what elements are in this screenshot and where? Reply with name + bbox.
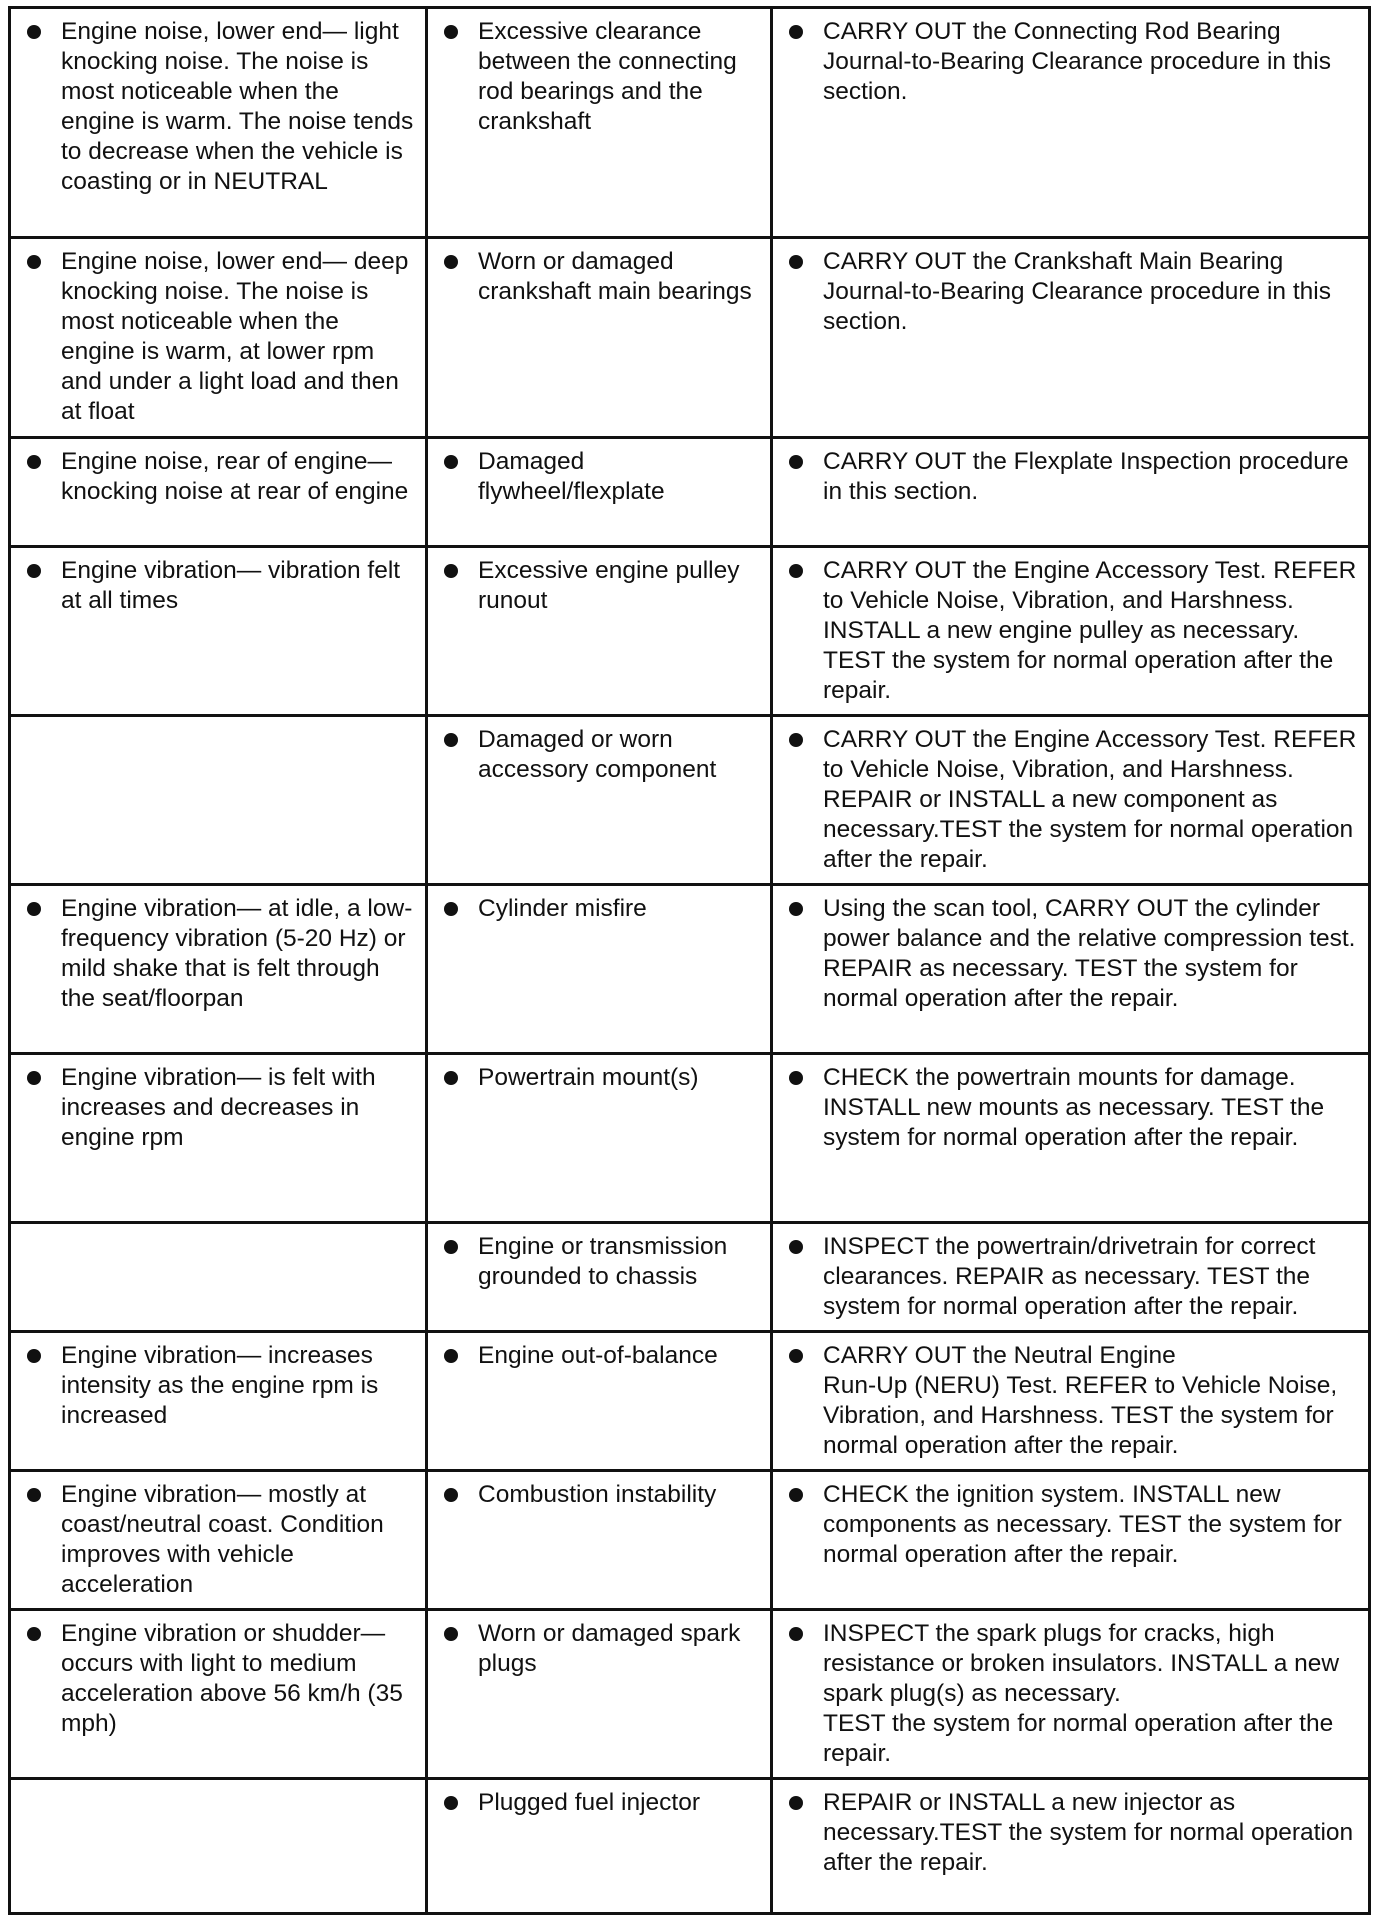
bullet-icon xyxy=(789,25,803,39)
source-text: Engine out-of-balance xyxy=(478,1342,718,1369)
diagnostic-page xyxy=(8,6,1368,1902)
action-text: CARRY OUT the Neutral Engine Run-Up (NERU) Test. REFER to Vehicle Noise, Vibration, and Harshness. TEST the system for normal operation after the repair. xyxy=(823,1342,1338,1459)
source-item xyxy=(442,1619,760,1679)
condition-cell-empty xyxy=(10,1223,427,1332)
table-row xyxy=(10,547,1370,716)
action-item xyxy=(787,247,1358,337)
source-cell xyxy=(427,1471,772,1610)
condition-text: Engine noise, lower end— deep knocking noise. The noise is most noticeable when the engine is warm, at lower rpm and under a light load and then at float xyxy=(61,248,409,425)
action-cell xyxy=(772,238,1370,438)
source-text: Damaged flywheel/flexplate xyxy=(478,448,665,505)
source-item xyxy=(442,556,760,616)
condition-text: Engine noise, lower end— light knocking noise. The noise is most noticeable when the engine is warm. The noise tends to decrease when the vehicle is coasting or in NEUTRAL xyxy=(61,18,414,195)
bullet-icon xyxy=(27,902,41,916)
source-cell xyxy=(427,1223,772,1332)
action-text: CARRY OUT the Engine Accessory Test. REFER to Vehicle Noise, Vibration, and Harshness. INSTALL a new engine pulley as necessary. TEST the system for normal operation after the repair. xyxy=(823,557,1357,704)
bullet-icon xyxy=(789,255,803,269)
table-row xyxy=(10,8,1370,238)
bullet-icon xyxy=(27,455,41,469)
source-item xyxy=(442,1480,760,1510)
bullet-icon xyxy=(27,1488,41,1502)
bullet-icon xyxy=(444,1488,458,1502)
condition-item xyxy=(25,556,415,616)
source-item xyxy=(442,725,760,785)
source-item xyxy=(442,1232,760,1292)
symptom-chart-table xyxy=(8,6,1371,1915)
source-item xyxy=(442,1341,760,1371)
table-row xyxy=(10,1779,1370,1914)
bullet-icon xyxy=(789,1488,803,1502)
bullet-icon xyxy=(27,1627,41,1641)
condition-item xyxy=(25,1619,415,1739)
source-cell xyxy=(427,238,772,438)
source-item xyxy=(442,247,760,307)
bullet-icon xyxy=(789,902,803,916)
condition-cell xyxy=(10,1471,427,1610)
bullet-icon xyxy=(27,255,41,269)
condition-text: Engine vibration— at idle, a low-frequency vibration (5-20 Hz) or mild shake that is felt through the seat/floorpan xyxy=(61,895,413,1012)
table-row xyxy=(10,1223,1370,1332)
condition-item xyxy=(25,447,415,507)
source-cell xyxy=(427,885,772,1054)
action-item xyxy=(787,1232,1358,1322)
action-item xyxy=(787,1788,1358,1878)
action-item xyxy=(787,1341,1358,1461)
table-row xyxy=(10,238,1370,438)
action-cell xyxy=(772,1054,1370,1223)
bullet-icon xyxy=(27,564,41,578)
source-text: Cylinder misfire xyxy=(478,895,647,922)
condition-item xyxy=(25,17,415,197)
action-cell xyxy=(772,885,1370,1054)
action-text: CHECK the powertrain mounts for damage. INSTALL new mounts as necessary. TEST the system for normal operation after the repair. xyxy=(823,1064,1325,1151)
condition-cell xyxy=(10,438,427,547)
source-text: Worn or damaged crankshaft main bearings xyxy=(478,248,752,305)
action-cell xyxy=(772,1332,1370,1471)
action-text: CARRY OUT the Engine Accessory Test. REFER to Vehicle Noise, Vibration, and Harshness. REPAIR or INSTALL a new component as necessary.TEST the system for normal operation after the repair. xyxy=(823,726,1357,873)
action-cell xyxy=(772,1223,1370,1332)
action-cell xyxy=(772,1610,1370,1779)
condition-text: Engine vibration— increases intensity as the engine rpm is increased xyxy=(61,1342,379,1429)
bullet-icon xyxy=(444,1240,458,1254)
source-cell xyxy=(427,8,772,238)
condition-cell xyxy=(10,8,427,238)
action-cell xyxy=(772,438,1370,547)
bullet-icon xyxy=(444,255,458,269)
bullet-icon xyxy=(789,1071,803,1085)
bullet-icon xyxy=(789,1627,803,1641)
source-item xyxy=(442,17,760,137)
table-row xyxy=(10,885,1370,1054)
bullet-icon xyxy=(444,902,458,916)
source-cell xyxy=(427,1779,772,1914)
bullet-icon xyxy=(444,455,458,469)
source-cell xyxy=(427,1332,772,1471)
action-cell xyxy=(772,1779,1370,1914)
condition-item xyxy=(25,1480,415,1600)
bullet-icon xyxy=(789,1240,803,1254)
action-item xyxy=(787,1619,1358,1769)
condition-text: Engine vibration or shudder— occurs with light to medium acceleration above 56 km/h (35 mph) xyxy=(61,1620,403,1737)
condition-cell xyxy=(10,885,427,1054)
source-text: Combustion instability xyxy=(478,1481,717,1508)
source-text: Damaged or worn accessory component xyxy=(478,726,717,783)
condition-text: Engine noise, rear of engine— knocking noise at rear of engine xyxy=(61,448,409,505)
table-row xyxy=(10,1332,1370,1471)
action-text: REPAIR or INSTALL a new injector as necessary.TEST the system for normal operation after the repair. xyxy=(823,1789,1354,1876)
table-row xyxy=(10,1054,1370,1223)
action-text: CARRY OUT the Connecting Rod Bearing Journal-to-Bearing Clearance procedure in this section. xyxy=(823,18,1331,105)
source-text: Plugged fuel injector xyxy=(478,1789,701,1816)
bullet-icon xyxy=(789,1349,803,1363)
condition-cell-empty xyxy=(10,1779,427,1914)
bullet-icon xyxy=(444,25,458,39)
bullet-icon xyxy=(789,733,803,747)
condition-item xyxy=(25,247,415,427)
bullet-icon xyxy=(789,564,803,578)
source-cell xyxy=(427,1610,772,1779)
condition-text: Engine vibration— vibration felt at all times xyxy=(61,557,401,614)
condition-text: Engine vibration— is felt with increases and decreases in engine rpm xyxy=(61,1064,376,1151)
condition-cell xyxy=(10,1610,427,1779)
table-row xyxy=(10,1471,1370,1610)
source-text: Excessive clearance between the connecting rod bearings and the crankshaft xyxy=(478,18,737,135)
bullet-icon xyxy=(27,1349,41,1363)
source-cell xyxy=(427,547,772,716)
bullet-icon xyxy=(789,455,803,469)
bullet-icon xyxy=(444,1349,458,1363)
table-row xyxy=(10,438,1370,547)
action-text: CARRY OUT the Flexplate Inspection procedure in this section. xyxy=(823,448,1349,505)
condition-cell xyxy=(10,1332,427,1471)
symptom-chart-body xyxy=(10,8,1370,1914)
source-text: Engine or transmission grounded to chassis xyxy=(478,1233,728,1290)
condition-item xyxy=(25,1063,415,1153)
condition-cell xyxy=(10,238,427,438)
condition-item xyxy=(25,1341,415,1431)
table-row xyxy=(10,1610,1370,1779)
action-cell xyxy=(772,1471,1370,1610)
action-item xyxy=(787,894,1358,1014)
action-item xyxy=(787,556,1358,706)
condition-item xyxy=(25,894,415,1014)
action-text: INSPECT the spark plugs for cracks, high resistance or broken insulators. INSTALL a new spark plug(s) as necessary. TEST the system for normal operation after the repair. xyxy=(823,1620,1340,1767)
source-item xyxy=(442,447,760,507)
bullet-icon xyxy=(789,1796,803,1810)
source-item xyxy=(442,1788,760,1818)
action-item xyxy=(787,1063,1358,1153)
action-item xyxy=(787,17,1358,107)
action-item xyxy=(787,1480,1358,1570)
bullet-icon xyxy=(444,1796,458,1810)
action-cell xyxy=(772,547,1370,716)
action-item xyxy=(787,725,1358,875)
action-text: CHECK the ignition system. INSTALL new components as necessary. TEST the system for normal operation after the repair. xyxy=(823,1481,1342,1568)
action-text: CARRY OUT the Crankshaft Main Bearing Journal-to-Bearing Clearance procedure in this section. xyxy=(823,248,1331,335)
source-item xyxy=(442,894,760,924)
action-text: INSPECT the powertrain/drivetrain for correct clearances. REPAIR as necessary. TEST the system for normal operation after the repair. xyxy=(823,1233,1316,1320)
action-item xyxy=(787,447,1358,507)
condition-text: Engine vibration— mostly at coast/neutral coast. Condition improves with vehicle acceleration xyxy=(61,1481,384,1598)
source-text: Powertrain mount(s) xyxy=(478,1064,699,1091)
source-cell xyxy=(427,1054,772,1223)
action-cell xyxy=(772,716,1370,885)
bullet-icon xyxy=(27,25,41,39)
bullet-icon xyxy=(444,1627,458,1641)
source-text: Worn or damaged spark plugs xyxy=(478,1620,741,1677)
bullet-icon xyxy=(27,1071,41,1085)
action-cell xyxy=(772,8,1370,238)
source-text: Excessive engine pulley runout xyxy=(478,557,740,614)
source-cell xyxy=(427,716,772,885)
condition-cell xyxy=(10,1054,427,1223)
source-cell xyxy=(427,438,772,547)
condition-cell xyxy=(10,547,427,716)
action-text: Using the scan tool, CARRY OUT the cylinder power balance and the relative compression test. REPAIR as necessary. TEST the system for normal operation after the repair. xyxy=(823,895,1356,1012)
bullet-icon xyxy=(444,564,458,578)
bullet-icon xyxy=(444,733,458,747)
source-item xyxy=(442,1063,760,1093)
table-row xyxy=(10,716,1370,885)
bullet-icon xyxy=(444,1071,458,1085)
condition-cell-empty xyxy=(10,716,427,885)
